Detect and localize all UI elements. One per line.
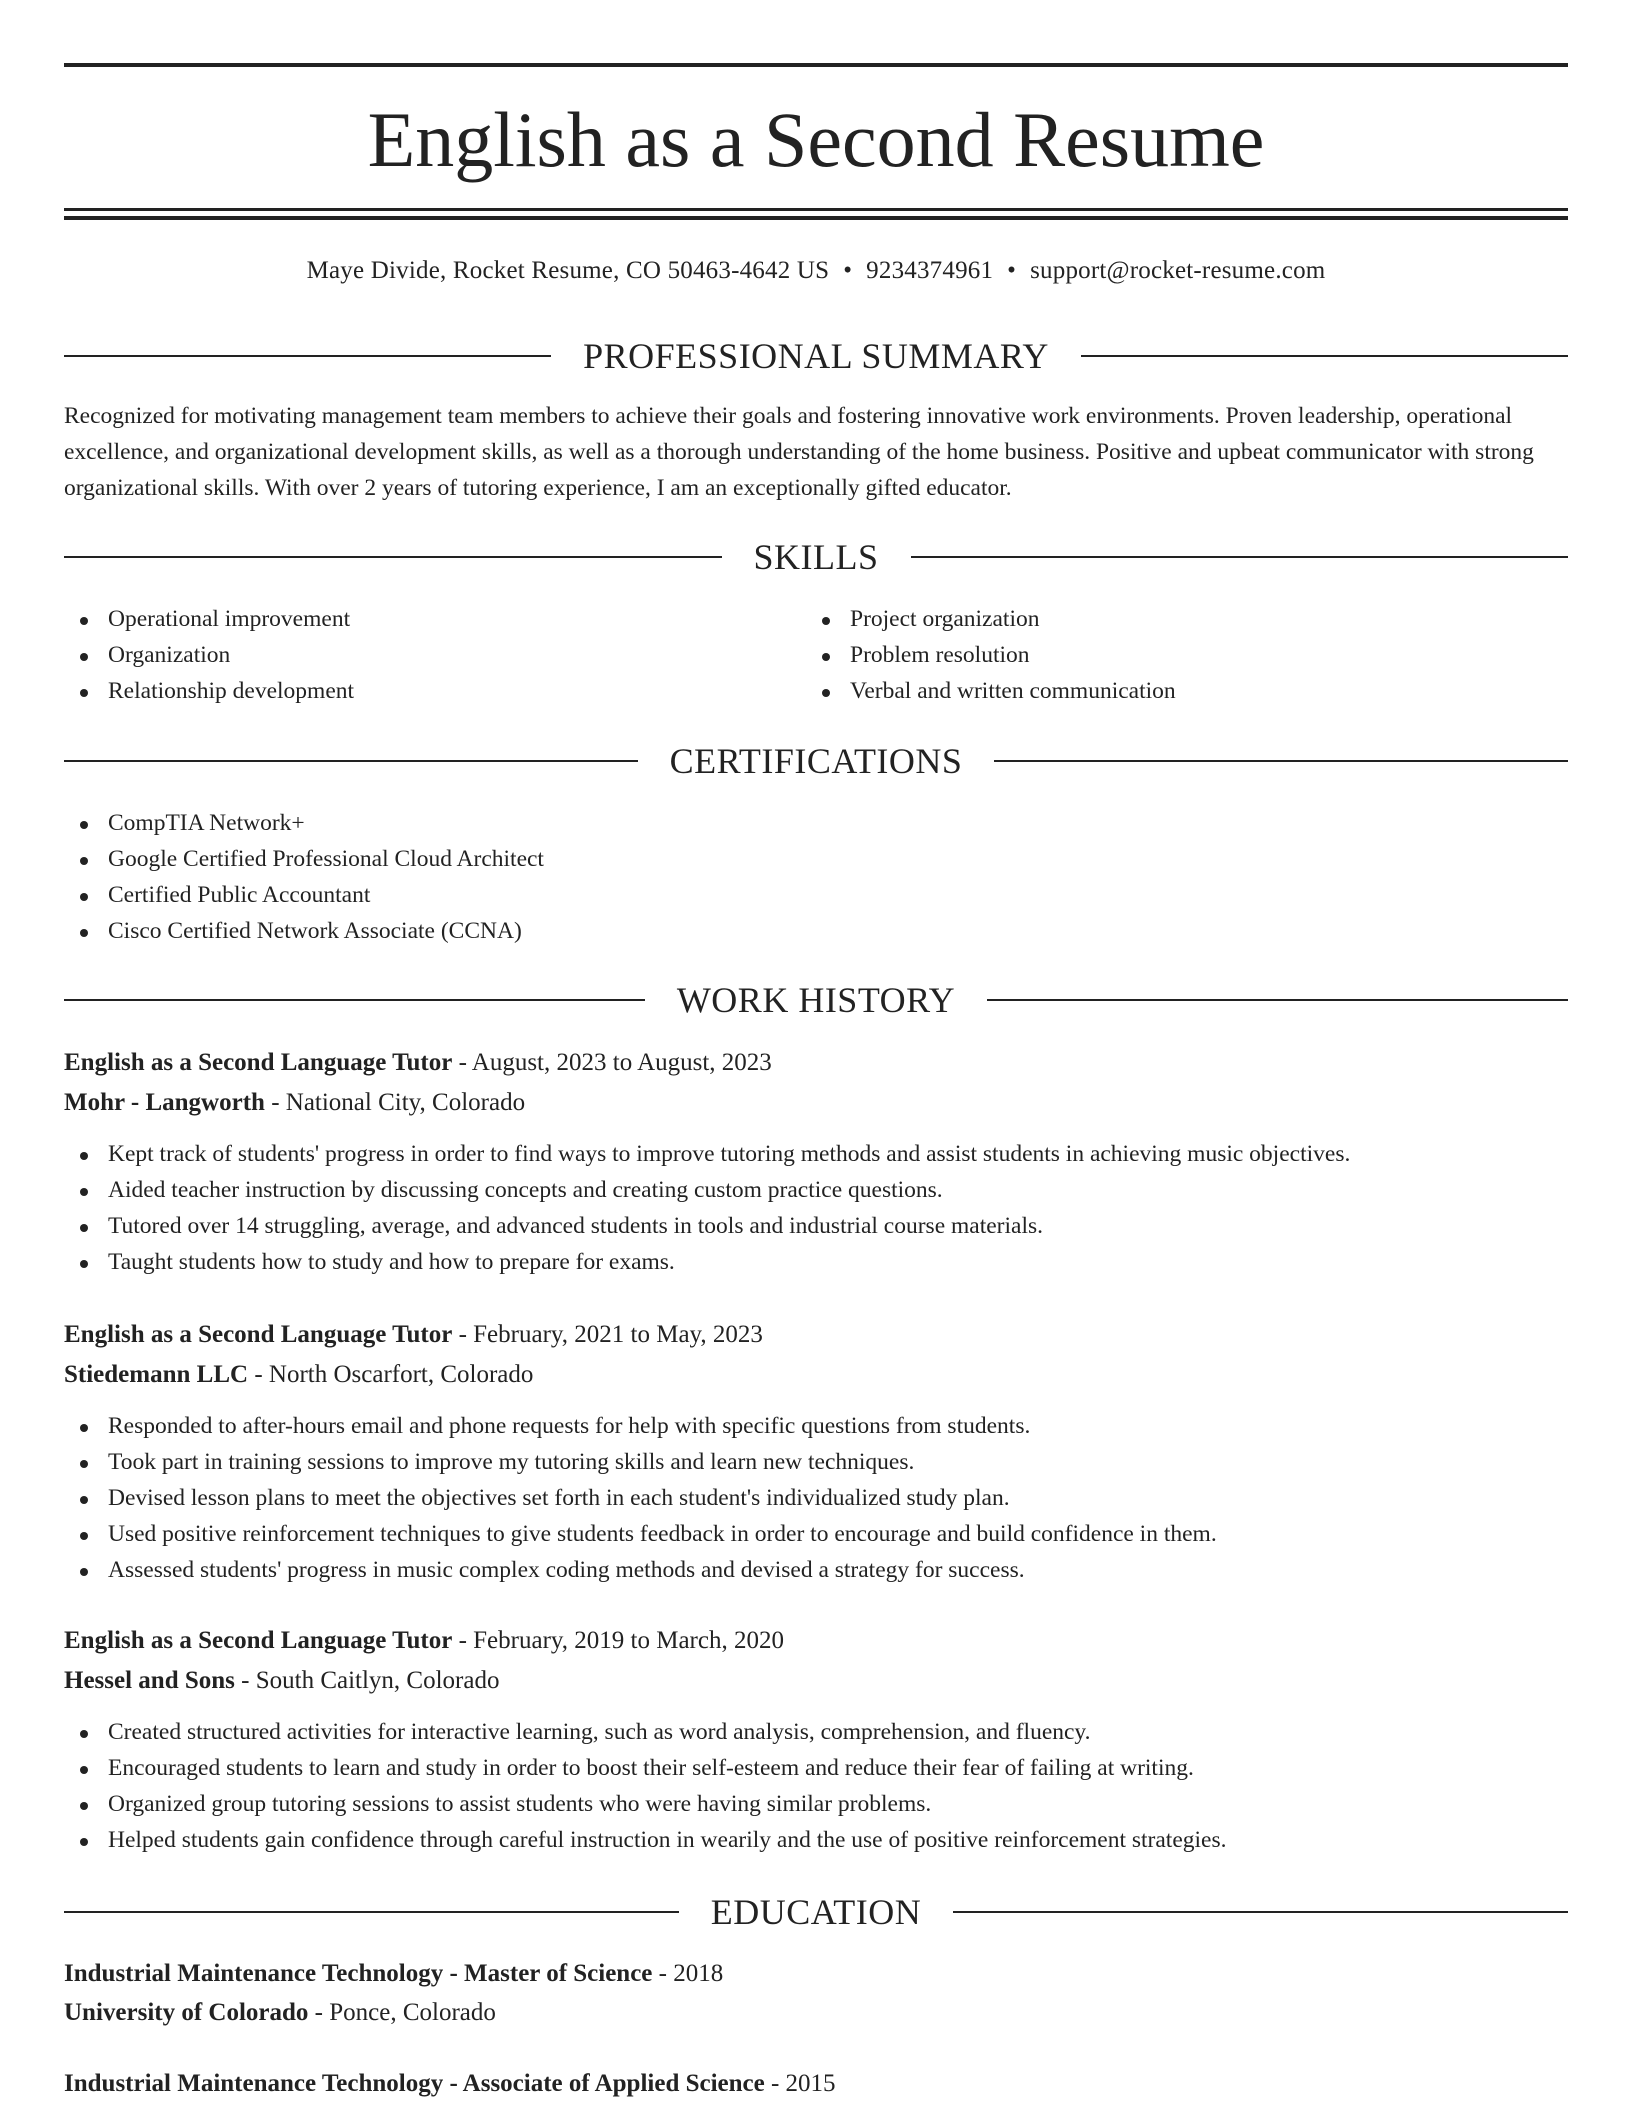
job-bullet: Organized group tutoring sessions to assist students who were having similar problems.	[64, 1786, 1568, 1822]
job-bullet: Encouraged students to learn and study in order to boost their self-esteem and reduce their fear of failing at writing.	[64, 1750, 1568, 1786]
job-title: English as a Second Language Tutor	[64, 1321, 453, 1348]
education-location: - Ponce, Colorado	[308, 1999, 496, 2026]
education-entry	[64, 1955, 1568, 2032]
job-bullet: Aided teacher instruction by discussing concepts and creating custom practice questions.	[64, 1172, 1568, 1208]
skills-heading	[64, 534, 1568, 580]
skills-list-left	[64, 601, 764, 709]
summary-text: Recognized for motivating management team members to achieve their goals and fostering innovative work environments. Proven leadership, operational excellence, and organizational development skills, as well as a thorough understanding of the home business. Positive and upbeat communicator with strong organizational skills. With over 2 years of tutoring experience, I am an exceptionally gifted educator.	[64, 403, 1534, 501]
job-entry	[64, 1316, 1568, 1588]
contact-separator: •	[1007, 257, 1017, 284]
education-degree-line	[64, 1955, 1568, 1993]
education-entry	[64, 2065, 1568, 2103]
job-location: - National City, Colorado	[264, 1089, 526, 1116]
top-rule	[64, 63, 1568, 67]
job-entry	[64, 1044, 1568, 1280]
certifications-heading	[64, 738, 1568, 784]
certification-item: CompTIA Network+	[64, 805, 1568, 841]
education-degree: Industrial Maintenance Technology - Associate of Applied Science	[64, 2070, 765, 2097]
section-title: PROFESSIONAL SUMMARY	[583, 336, 1049, 376]
job-company-line	[64, 1356, 1568, 1394]
heading-rule	[64, 999, 645, 1001]
education-heading	[64, 1889, 1568, 1935]
job-title: English as a Second Language Tutor	[64, 1627, 453, 1654]
job-bullet: Kept track of students' progress in order to find ways to improve tutoring methods and assist students in achieving music objectives.	[64, 1136, 1568, 1172]
job-bullet: Assessed students' progress in music complex coding methods and devised a strategy for success.	[64, 1552, 1568, 1588]
heading-rule	[64, 1911, 679, 1913]
heading-rule	[994, 760, 1568, 762]
job-bullet: Used positive reinforcement techniques to give students feedback in order to encourage and build confidence in them.	[64, 1516, 1568, 1552]
skill-item: Operational improvement	[64, 601, 764, 637]
skill-item: Problem resolution	[806, 637, 1506, 673]
skills-list-right	[806, 601, 1506, 709]
job-title-line	[64, 1316, 1568, 1354]
certification-item: Google Certified Professional Cloud Architect	[64, 841, 1568, 877]
job-location: - North Oscarfort, Colorado	[248, 1361, 534, 1388]
job-bullet: Took part in training sessions to improve my tutoring skills and learn new techniques.	[64, 1444, 1568, 1480]
job-title-line	[64, 1622, 1568, 1660]
job-bullet: Helped students gain confidence through careful instruction in wearily and the use of positive reinforcement strategies.	[64, 1822, 1568, 1858]
education-year: - 2018	[652, 1960, 724, 1987]
job-company-line	[64, 1084, 1568, 1122]
skill-item: Organization	[64, 637, 764, 673]
summary-heading	[64, 333, 1568, 379]
contact-separator: •	[843, 257, 853, 284]
certification-item: Certified Public Accountant	[64, 877, 1568, 913]
heading-rule	[987, 999, 1568, 1001]
heading-rule	[953, 1911, 1568, 1913]
education-school: University of Colorado	[64, 1999, 309, 2026]
section-title: SKILLS	[753, 537, 879, 577]
certifications-list	[64, 805, 1568, 949]
job-company: Stiedemann LLC	[64, 1361, 249, 1388]
education-school-line	[64, 1994, 1568, 2032]
job-bullet: Tutored over 14 struggling, average, and advanced students in tools and industrial course materials.	[64, 1208, 1568, 1244]
contact-phone: 9234374961	[866, 257, 994, 284]
section-title: WORK HISTORY	[676, 980, 956, 1020]
contact-email: support@rocket-resume.com	[1030, 257, 1326, 284]
job-bullet: Taught students how to study and how to prepare for exams.	[64, 1244, 1568, 1280]
contact-address: Maye Divide, Rocket Resume, CO 50463-4642 US	[306, 257, 830, 284]
education-degree-line	[64, 2065, 1568, 2103]
job-bullet: Responded to after-hours email and phone requests for help with specific questions from students.	[64, 1408, 1568, 1444]
skills-column-left	[64, 601, 764, 709]
heading-rule	[1081, 355, 1568, 357]
job-location: - South Caitlyn, Colorado	[234, 1667, 500, 1694]
heading-rule	[64, 556, 722, 558]
job-bullets	[64, 1408, 1568, 1588]
skill-item: Relationship development	[64, 673, 764, 709]
heading-rule	[911, 556, 1569, 558]
heading-rule	[64, 760, 638, 762]
resume-name: English as a Second Resume	[367, 96, 1265, 183]
work-history-heading	[64, 977, 1568, 1023]
heading-rule	[64, 355, 551, 357]
job-title: English as a Second Language Tutor	[64, 1049, 453, 1076]
skill-item: Verbal and written communication	[806, 673, 1506, 709]
job-dates: - August, 2023 to August, 2023	[452, 1049, 772, 1076]
education-degree: Industrial Maintenance Technology - Master of Science	[64, 1960, 653, 1987]
job-entry	[64, 1622, 1568, 1858]
skill-item: Project organization	[806, 601, 1506, 637]
job-dates: - February, 2021 to May, 2023	[452, 1321, 763, 1348]
job-bullet: Created structured activities for interactive learning, such as word analysis, comprehension, and fluency.	[64, 1714, 1568, 1750]
job-company: Hessel and Sons	[64, 1667, 235, 1694]
certification-item: Cisco Certified Network Associate (CCNA)	[64, 913, 1568, 949]
job-company: Mohr - Langworth	[64, 1089, 265, 1116]
contact-line	[64, 254, 1568, 288]
job-title-line	[64, 1044, 1568, 1082]
skills-column-right	[806, 601, 1506, 709]
job-bullets	[64, 1714, 1568, 1858]
job-company-line	[64, 1662, 1568, 1700]
job-bullets	[64, 1136, 1568, 1280]
double-rule	[64, 208, 1568, 220]
section-title: CERTIFICATIONS	[669, 741, 963, 781]
job-dates: - February, 2019 to March, 2020	[452, 1627, 784, 1654]
section-title: EDUCATION	[710, 1892, 922, 1932]
education-year: - 2015	[764, 2070, 836, 2097]
job-bullet: Devised lesson plans to meet the objectives set forth in each student's individualized study plan.	[64, 1480, 1568, 1516]
